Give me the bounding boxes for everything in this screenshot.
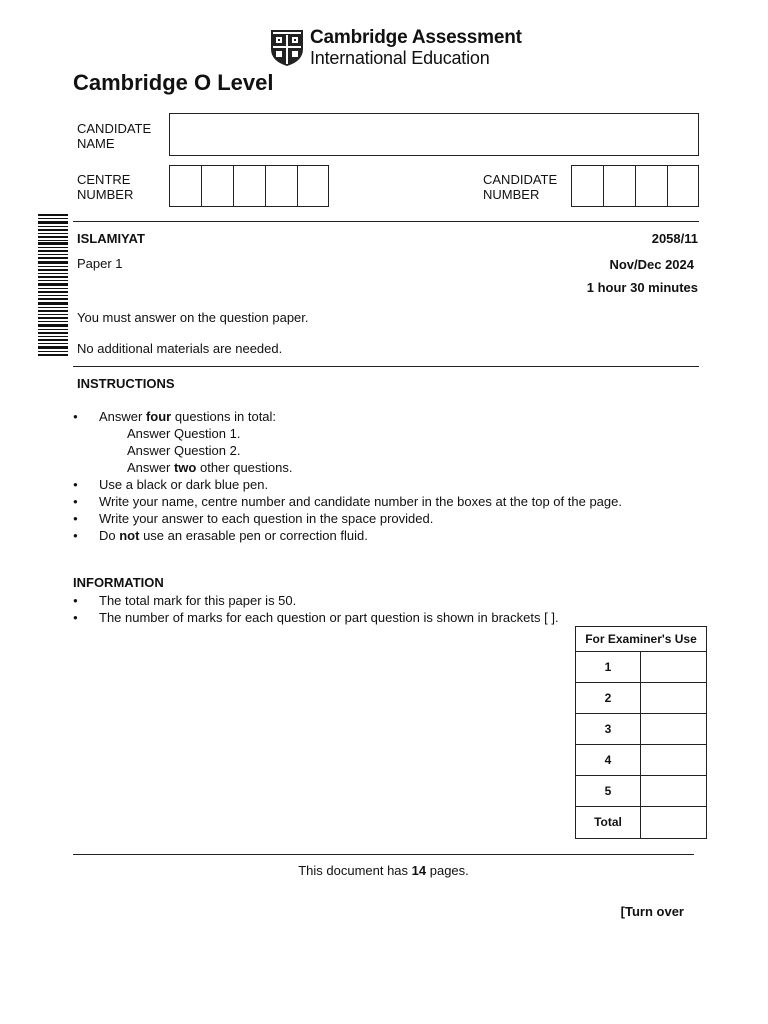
- candidate-number-cell[interactable]: [604, 166, 636, 206]
- table-row: [576, 776, 706, 807]
- centre-number-boxes[interactable]: [169, 165, 329, 207]
- subject: ISLAMIYAT: [77, 231, 145, 246]
- note-no-materials: No additional materials are needed.: [77, 341, 283, 356]
- list-item: ● Use a black or dark blue pen.: [73, 476, 713, 493]
- list-item: ● Answer four questions in total:: [73, 408, 713, 425]
- total-mark-cell[interactable]: [641, 807, 706, 838]
- list-item: Answer Question 2.: [127, 443, 241, 458]
- list-item: ● Write your answer to each question in the space provided.: [73, 510, 713, 527]
- question-number: 5: [576, 776, 641, 806]
- turn-over: [Turn over: [620, 904, 684, 919]
- candidate-number-cell[interactable]: [572, 166, 604, 206]
- total-label: Total: [576, 807, 641, 838]
- examiners-use-heading: For Examiner's Use: [576, 627, 706, 652]
- page-count: This document has 14 pages.: [298, 863, 469, 878]
- mark-cell[interactable]: [641, 714, 706, 744]
- table-row: [576, 745, 706, 776]
- list-item: ● The total mark for this paper is 50.: [73, 592, 713, 609]
- centre-number-cell[interactable]: [170, 166, 202, 206]
- instructions-heading: INSTRUCTIONS: [77, 376, 175, 391]
- note-answer-on-paper: You must answer on the question paper.: [77, 310, 309, 325]
- list-item: ● The number of marks for each question or part question is shown in brackets [ ].: [73, 609, 713, 626]
- barcode-icon: [38, 214, 68, 356]
- question-number: 4: [576, 745, 641, 775]
- list-item: Answer Question 1.: [127, 426, 241, 441]
- cambridge-logo: [270, 28, 522, 68]
- mark-cell[interactable]: [641, 776, 706, 806]
- list-item: Answer two other questions.: [127, 460, 293, 475]
- centre-number-cell[interactable]: [202, 166, 234, 206]
- centre-number-cell[interactable]: [266, 166, 298, 206]
- divider: [73, 221, 699, 222]
- candidate-number-boxes[interactable]: [571, 165, 699, 207]
- divider: [73, 854, 694, 855]
- paper-code: 2058/11: [651, 231, 698, 246]
- list-item: ● Write your name, centre number and candidate number in the boxes at the top of the page.: [73, 493, 713, 510]
- centre-number-cell[interactable]: [234, 166, 266, 206]
- mark-cell[interactable]: [641, 745, 706, 775]
- divider: [73, 366, 699, 367]
- candidate-number-label: CANDIDATE NUMBER: [483, 172, 558, 202]
- page-title: Cambridge O Level: [73, 70, 274, 95]
- candidate-number-cell[interactable]: [636, 166, 668, 206]
- question-number: 3: [576, 714, 641, 744]
- candidate-name-label: CANDIDATE NAME: [77, 121, 152, 151]
- logo-line-1: Cambridge Assessment: [310, 27, 522, 48]
- question-number: 2: [576, 683, 641, 713]
- logo-line-2: International Education: [310, 48, 490, 68]
- session: Nov/Dec 2024: [609, 257, 694, 272]
- table-row: [576, 652, 706, 683]
- candidate-name-box[interactable]: [169, 113, 699, 156]
- centre-number-cell[interactable]: [298, 166, 328, 206]
- table-row: [576, 714, 706, 745]
- centre-number-label: CENTRE NUMBER: [77, 172, 134, 202]
- table-row: [576, 683, 706, 714]
- question-number: 1: [576, 652, 641, 682]
- mark-cell[interactable]: [641, 652, 706, 682]
- information-heading: INFORMATION: [73, 575, 164, 590]
- candidate-number-cell[interactable]: [668, 166, 698, 206]
- table-row: [576, 807, 706, 838]
- examiners-use-table: [575, 626, 707, 839]
- mark-cell[interactable]: [641, 683, 706, 713]
- information-list: [73, 592, 713, 626]
- paper-number: Paper 1: [77, 256, 123, 271]
- cambridge-shield-icon: [270, 29, 304, 67]
- list-item: ● Do not use an erasable pen or correction fluid.: [73, 527, 713, 544]
- instructions-list: [73, 408, 713, 544]
- duration: 1 hour 30 minutes: [586, 280, 698, 295]
